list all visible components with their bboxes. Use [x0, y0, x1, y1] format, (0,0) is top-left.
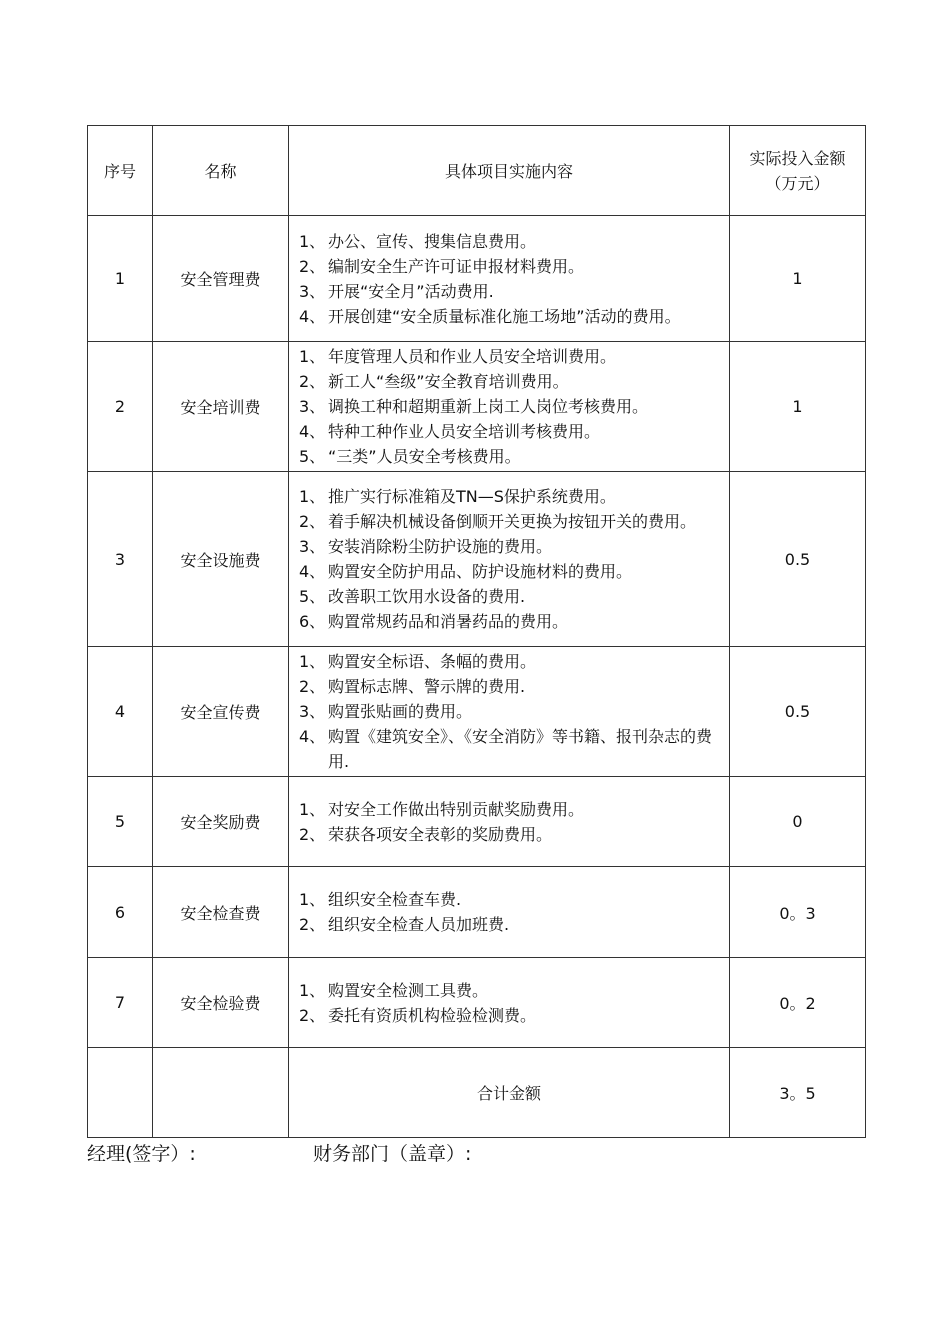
table-row — [88, 472, 866, 647]
row-name: 安全宣传费 — [153, 647, 289, 777]
item-number: 4、 — [299, 422, 326, 441]
total-row — [88, 1048, 866, 1138]
row-content — [289, 958, 730, 1048]
row-content — [289, 647, 730, 777]
item-text: 购置张贴画的费用。 — [328, 702, 473, 721]
list-item — [299, 584, 721, 609]
list-item — [299, 229, 721, 254]
list-item — [299, 559, 721, 584]
item-number: 2、 — [299, 1005, 326, 1025]
row-amount: 0。3 — [730, 867, 866, 958]
table-row — [88, 777, 866, 867]
safety-cost-table — [87, 125, 866, 1138]
list-item — [299, 912, 721, 937]
list-item — [299, 444, 721, 469]
item-number: 5、 — [299, 447, 326, 466]
list-item — [299, 1003, 721, 1028]
list-item — [299, 887, 721, 912]
item-text: 开展创建“安全质量标准化施工场地”活动的费用。 — [328, 306, 681, 326]
list-item — [299, 699, 721, 724]
row-name: 安全奖励费 — [153, 777, 289, 867]
header-content: 具体项目实施内容 — [289, 126, 730, 216]
item-text: 安装消除粉尘防护设施的费用。 — [328, 537, 553, 556]
item-text: 办公、宣传、搜集信息费用。 — [328, 231, 537, 251]
header-name: 名称 — [153, 126, 289, 216]
item-number: 1、 — [299, 652, 326, 671]
list-item — [299, 978, 721, 1003]
manager-signature-label: 经理(签字）: — [87, 1143, 196, 1165]
table-row — [88, 958, 866, 1048]
row-index: 6 — [88, 867, 153, 958]
list-item — [299, 394, 721, 419]
row-amount: 1 — [730, 342, 866, 472]
list-item — [299, 724, 721, 774]
item-text: 对安全工作做出特别贡献奖励费用。 — [328, 799, 585, 819]
row-index: 3 — [88, 472, 153, 647]
table-row — [88, 216, 866, 342]
item-text: 年度管理人员和作业人员安全培训费用。 — [328, 347, 617, 366]
item-number: 2、 — [299, 372, 326, 391]
item-text: 购置安全标语、条幅的费用。 — [328, 652, 537, 671]
item-number: 1、 — [299, 231, 326, 251]
item-number: 3、 — [299, 281, 326, 301]
list-item — [299, 344, 721, 369]
list-item — [299, 484, 721, 509]
list-item — [299, 674, 721, 699]
row-name: 安全培训费 — [153, 342, 289, 472]
header-amount-line2: （万元） — [765, 173, 830, 193]
item-text: 编制安全生产许可证申报材料费用。 — [328, 256, 585, 276]
item-text: 开展“安全月”活动费用. — [328, 281, 494, 301]
table-row — [88, 867, 866, 958]
list-item — [299, 649, 721, 674]
item-number: 5、 — [299, 587, 326, 606]
item-number: 1、 — [299, 799, 326, 819]
item-text: 购置标志牌、警示牌的费用. — [328, 677, 526, 696]
row-name: 安全检验费 — [153, 958, 289, 1048]
item-number: 4、 — [299, 727, 326, 746]
row-amount: 0.5 — [730, 472, 866, 647]
item-text: 购置安全检测工具费。 — [328, 980, 489, 1000]
item-text: 组织安全检查车费. — [328, 890, 462, 909]
item-number: 2、 — [299, 824, 326, 844]
item-number: 3、 — [299, 702, 326, 721]
list-item — [299, 797, 721, 822]
item-number: 3、 — [299, 397, 326, 416]
item-number: 1、 — [299, 347, 326, 366]
header-amount-line1: 实际投入金额 — [749, 148, 846, 168]
row-index: 1 — [88, 216, 153, 342]
total-amount: 3。5 — [730, 1048, 866, 1138]
item-text: 着手解决机械设备倒顺开关更换为按钮开关的费用。 — [328, 512, 697, 531]
item-number: 4、 — [299, 562, 326, 581]
total-index-empty — [88, 1048, 153, 1138]
item-text: 调换工种和超期重新上岗工人岗位考核费用。 — [328, 397, 649, 416]
item-text: 购置安全防护用品、防护设施材料的费用。 — [328, 562, 633, 581]
list-item — [299, 534, 721, 559]
row-amount: 0。2 — [730, 958, 866, 1048]
item-text: “三类”人员安全考核费用。 — [328, 447, 521, 466]
list-item — [299, 509, 721, 534]
item-text: 委托有资质机构检验检测费。 — [328, 1005, 537, 1025]
list-item — [299, 369, 721, 394]
row-index: 4 — [88, 647, 153, 777]
item-number: 2、 — [299, 256, 326, 276]
row-content — [289, 342, 730, 472]
table-row — [88, 342, 866, 472]
row-name: 安全检查费 — [153, 867, 289, 958]
item-number: 6、 — [299, 612, 326, 631]
row-content — [289, 777, 730, 867]
item-number: 1、 — [299, 890, 326, 909]
item-text: 改善职工饮用水设备的费用. — [328, 587, 526, 606]
row-index: 2 — [88, 342, 153, 472]
item-text: 荣获各项安全表彰的奖励费用。 — [328, 824, 553, 844]
item-number: 1、 — [299, 980, 326, 1000]
list-item — [299, 304, 721, 329]
row-index: 7 — [88, 958, 153, 1048]
total-label: 合计金额 — [289, 1048, 730, 1138]
item-number: 1、 — [299, 487, 326, 506]
header-row — [88, 126, 866, 216]
item-number: 2、 — [299, 677, 326, 696]
item-number: 3、 — [299, 537, 326, 556]
list-item — [299, 279, 721, 304]
row-content — [289, 472, 730, 647]
item-text: 新工人“叁级”安全教育培训费用。 — [328, 372, 569, 391]
row-amount: 0.5 — [730, 647, 866, 777]
list-item — [299, 822, 721, 847]
item-text: 购置常规药品和消暑药品的费用。 — [328, 612, 569, 631]
table-row — [88, 647, 866, 777]
list-item — [299, 419, 721, 444]
row-content — [289, 867, 730, 958]
list-item — [299, 609, 721, 634]
header-index: 序号 — [88, 126, 153, 216]
row-content — [289, 216, 730, 342]
item-number: 4、 — [299, 306, 326, 326]
list-item — [299, 254, 721, 279]
item-text: 推广实行标准箱及TN—S保护系统费用。 — [328, 487, 616, 506]
row-index: 5 — [88, 777, 153, 867]
row-name: 安全管理费 — [153, 216, 289, 342]
row-amount: 0 — [730, 777, 866, 867]
total-name-empty — [153, 1048, 289, 1138]
row-name: 安全设施费 — [153, 472, 289, 647]
item-text: 特种工种作业人员安全培训考核费用。 — [328, 422, 601, 441]
item-number: 2、 — [299, 915, 326, 934]
header-amount — [730, 126, 866, 216]
finance-seal-label: 财务部门（盖章）: — [313, 1143, 472, 1165]
item-text: 组织安全检查人员加班费. — [328, 915, 510, 934]
row-amount: 1 — [730, 216, 866, 342]
item-number: 2、 — [299, 512, 326, 531]
item-text: 购置《建筑安全》、《安全消防》等书籍、报刊杂志的费用. — [328, 727, 713, 771]
